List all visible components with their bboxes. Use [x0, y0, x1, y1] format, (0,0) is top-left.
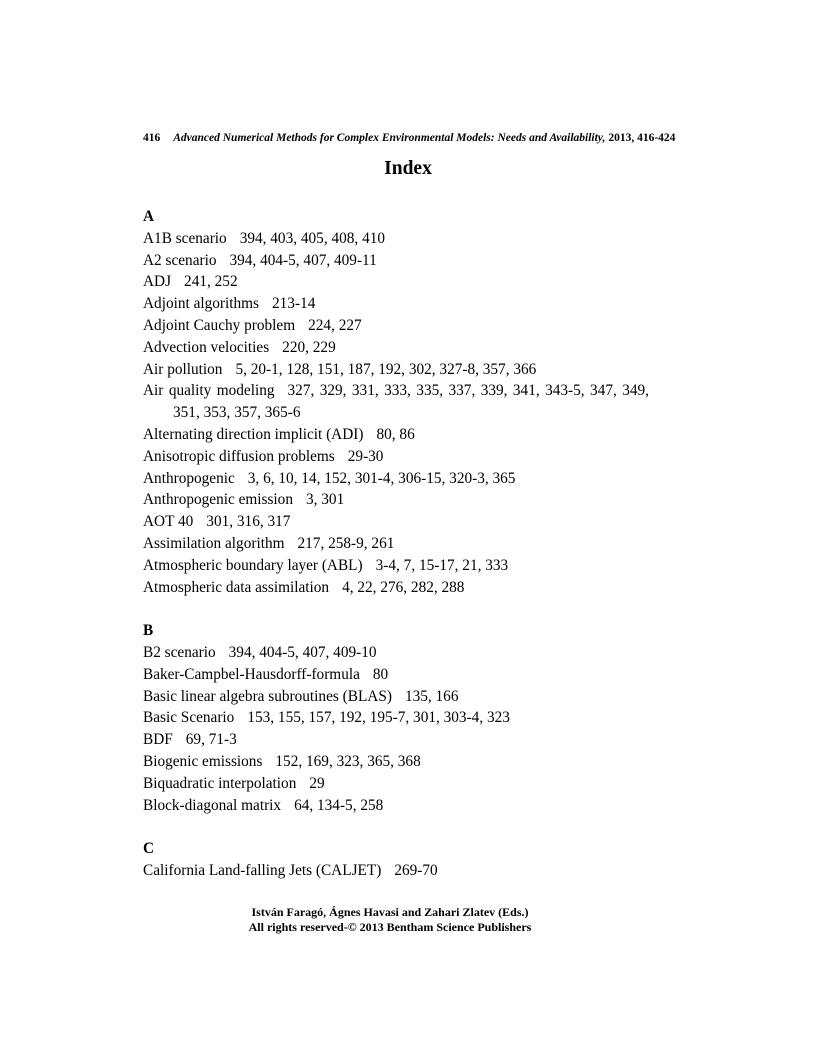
index-pages: 394, 404-5, 407, 409-11	[229, 251, 377, 269]
index-term: Block-diagonal matrix	[143, 796, 282, 814]
index-term: Baker-Campbel-Hausdorff-formula	[143, 665, 360, 683]
index-pages: 80	[372, 665, 389, 683]
index-pages: 64, 134-5, 258	[294, 796, 384, 814]
index-entry	[143, 860, 649, 882]
index-entry	[143, 664, 649, 686]
index-term: Basic linear algebra subroutines (BLAS)	[143, 687, 392, 705]
index-term: Biquadratic interpolation	[143, 774, 297, 792]
index-term: Adjoint Cauchy problem	[143, 316, 296, 334]
index-entry	[143, 315, 649, 337]
footer-editors-line: István Faragó, Ágnes Havasi and Zahari Zlatev (Eds.)	[251, 905, 529, 919]
index-entry	[143, 380, 649, 424]
index-term: California Land-falling Jets (CALJET)	[143, 861, 382, 879]
running-header	[143, 131, 703, 145]
section-letter: B	[143, 622, 154, 640]
index-entry	[143, 359, 649, 381]
index-term: Air quality modeling	[143, 382, 275, 400]
index-pages: 153, 155, 157, 192, 195-7, 301, 303-4, 323	[247, 709, 510, 727]
index-pages: 5, 20-1, 128, 151, 187, 192, 302, 327-8, 357, 366	[235, 360, 537, 378]
index-pages: 224, 227	[308, 316, 362, 334]
index-entry	[143, 533, 649, 555]
index-entry	[143, 686, 649, 708]
index-term: BDF	[143, 731, 173, 749]
index-entry	[143, 577, 649, 599]
index-term: Advection velocities	[143, 338, 270, 356]
index-pages: 29	[309, 774, 325, 792]
index-entry	[143, 773, 649, 795]
index-pages: 241, 252	[184, 273, 238, 291]
index-pages: 394, 404-5, 407, 409-10	[228, 643, 377, 661]
index-term: Adjoint algorithms	[143, 295, 259, 313]
index-pages: 4, 22, 276, 282, 288	[342, 578, 465, 596]
index-pages: 3-4, 7, 15-17, 21, 333	[375, 556, 509, 574]
index-term: AOT 40	[143, 513, 194, 531]
footer-copyright-line: All rights reserved-© 2013 Bentham Science Publishers	[248, 920, 532, 934]
index-term: Air pollution	[143, 360, 223, 378]
index-term: Anthropogenic	[143, 469, 235, 487]
index-section-c	[143, 838, 649, 882]
index-entry	[143, 271, 649, 293]
index-entry	[143, 511, 649, 533]
index-pages: 135, 166	[404, 687, 459, 705]
index-entry	[143, 337, 649, 359]
header-pub-info: 2013, 416-424	[608, 132, 676, 144]
page-footer	[0, 905, 780, 935]
index-pages: 213-14	[272, 295, 316, 313]
index-entry	[143, 707, 649, 729]
index-term: A1B scenario	[143, 229, 227, 247]
index-entry	[143, 489, 649, 511]
index-entry	[143, 228, 649, 250]
index-pages: 220, 229	[282, 338, 336, 356]
index-pages: 269-70	[394, 861, 438, 879]
index-pages: 29-30	[347, 447, 384, 465]
index-entry	[143, 751, 649, 773]
index-term: B2 scenario	[143, 643, 216, 661]
index-entry	[143, 555, 649, 577]
index-entry	[143, 293, 649, 315]
index-pages: 3, 6, 10, 14, 152, 301-4, 306-15, 320-3, 365	[247, 469, 516, 487]
index-term: Anisotropic diffusion problems	[143, 447, 335, 465]
index-pages: 69, 71-3	[185, 731, 237, 749]
section-letter: A	[143, 208, 155, 225]
header-book-title: Advanced Numerical Methods for Complex Environmental Models: Needs and Availability,	[173, 132, 606, 144]
index-entry	[143, 250, 649, 272]
index-pages: 301, 316, 317	[206, 513, 291, 531]
index-pages: 327, 329, 331, 333, 335, 337, 339, 341, 343-5, 347, 349, 351, 353, 357, 365-6	[173, 382, 649, 422]
index-term: Basic Scenario	[143, 709, 235, 727]
index-term: Alternating direction implicit (ADI)	[143, 425, 364, 443]
index-entry	[143, 795, 649, 817]
index-entry	[143, 446, 649, 468]
index-term: ADJ	[143, 273, 172, 291]
index-pages: 3, 301	[305, 491, 345, 509]
index-entry	[143, 468, 649, 490]
index-section-b	[143, 620, 649, 816]
index-section-a	[143, 206, 649, 598]
index-pages: 217, 258-9, 261	[297, 534, 395, 552]
index-term: Atmospheric boundary layer (ABL)	[143, 556, 363, 574]
index-pages: 80, 86	[376, 425, 415, 443]
index-pages: 152, 169, 323, 365, 368	[275, 752, 421, 770]
index-term: Atmospheric data assimilation	[143, 578, 330, 596]
section-letter: C	[143, 840, 155, 858]
index-term: Assimilation algorithm	[143, 534, 285, 552]
index-entry	[143, 642, 649, 664]
page-title: Index	[384, 158, 432, 179]
index-entry	[143, 424, 649, 446]
index-entry	[143, 729, 649, 751]
index-term: Anthropogenic emission	[143, 491, 293, 509]
index-pages: 394, 403, 405, 408, 410	[239, 229, 386, 247]
header-page-number: 416	[143, 132, 161, 144]
index-term: Biogenic emissions	[143, 752, 263, 770]
index-body	[143, 206, 649, 882]
index-term: A2 scenario	[143, 251, 217, 269]
